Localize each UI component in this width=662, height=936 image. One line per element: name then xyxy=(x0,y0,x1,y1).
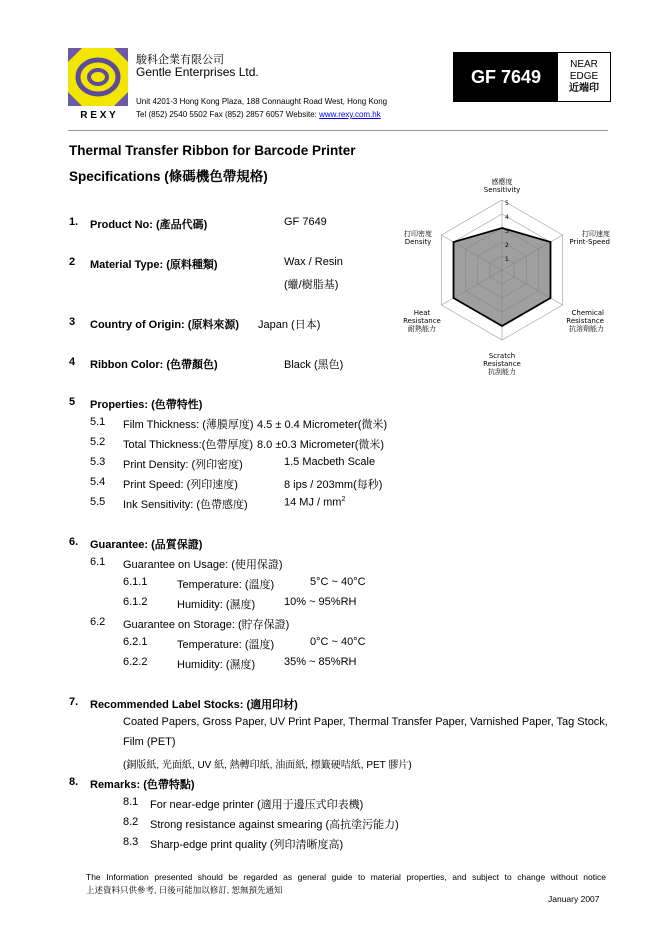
company-contact xyxy=(136,108,387,121)
spec-4-num: 4 xyxy=(69,356,76,368)
product-code: GF 7649 xyxy=(454,53,558,101)
radar-axis-label: 打印密度 xyxy=(404,230,432,238)
prop-5-5-label: Ink Sensitivity: (色帶感度) xyxy=(123,499,248,511)
prop-5-2-value: 8.0 ±0.3 Micrometer(微米) xyxy=(257,439,385,451)
radar-axis-label: 抗溶劑能力 xyxy=(569,325,604,333)
spec-1-label: Product No: (產品代碼) xyxy=(90,219,208,231)
property-radar-chart xyxy=(392,170,612,380)
spec-2-value-zh: (蠟/樹脂基) xyxy=(284,279,339,291)
header-divider xyxy=(68,130,608,131)
remark-8-2-text: Strong resistance against smearing (高抗塗污能力) xyxy=(150,819,399,831)
radar-value-polygon xyxy=(454,228,551,326)
g-6-1-label: Guarantee on Usage: (使用保證) xyxy=(123,559,283,571)
company-address: Unit 4201-3 Hong Kong Plaza, 188 Connaught Road West, Hong Kong xyxy=(136,97,388,106)
spec-5-label: Properties: (色帶特性) xyxy=(90,399,203,411)
radar-axis-label: 耐熱能力 xyxy=(408,325,436,333)
radar-axis-label: Resistance xyxy=(403,317,441,325)
prop-5-5-value xyxy=(284,496,345,509)
remark-8-1-text: For near-edge printer (適用于邊压式印表機) xyxy=(150,799,364,811)
radar-scale-tick: 1 xyxy=(505,256,509,263)
spec-3-num: 3 xyxy=(69,316,76,328)
prop-5-5-num: 5.5 xyxy=(90,496,106,508)
badge-line-1: NEAR xyxy=(570,59,598,70)
radar-axis-label: Sensitivity xyxy=(483,186,521,194)
radar-axis-label: 抗刮能力 xyxy=(488,368,516,376)
spec-4-label: Ribbon Color: (色帶顏色) xyxy=(90,359,218,371)
radar-scale-tick: 5 xyxy=(505,200,509,207)
spec-1-value: GF 7649 xyxy=(284,216,327,228)
label-stocks-line-2: Film (PET) xyxy=(123,736,176,748)
ink-sensitivity-text: 14 MJ / mm xyxy=(284,496,342,509)
prop-5-1-num: 5.1 xyxy=(90,416,106,428)
g-6-1-1-label: Temperature: (溫度) xyxy=(177,579,275,591)
document-title: Thermal Transfer Ribbon for Barcode Printer xyxy=(69,143,356,158)
prop-5-4-value: 8 ips / 203mm(每秒) xyxy=(284,479,383,491)
spec-3-label: Country of Origin: (原料來源) xyxy=(90,319,240,331)
badge-line-2: EDGE xyxy=(569,71,599,82)
remark-8-1-num: 8.1 xyxy=(123,796,139,808)
spec-5-num: 5 xyxy=(69,396,76,408)
spec-8-num: 8. xyxy=(69,776,79,788)
spec-8-label: Remarks: (色帶特點) xyxy=(90,779,195,791)
radar-axis-label: Print-Speed xyxy=(569,238,610,246)
spec-7-label: Recommended Label Stocks: (適用印材) xyxy=(90,699,298,711)
g-6-1-2-value: 10% ~ 95%RH xyxy=(284,596,357,608)
spec-1-num: 1. xyxy=(69,216,79,228)
radar-axis-label: Density xyxy=(404,238,432,246)
spec-2-label: Material Type: (原料種類) xyxy=(90,259,218,271)
prop-5-1-value: 4.5 ± 0.4 Micrometer(微米) xyxy=(257,419,388,431)
g-6-2-1-label: Temperature: (溫度) xyxy=(177,639,275,651)
remark-8-2-num: 8.2 xyxy=(123,816,139,828)
spec-2-num: 2 xyxy=(69,256,76,268)
company-name-zh: 駿科企業有限公司 xyxy=(136,54,224,66)
prop-5-1-label: Film Thickness: (薄膜厚度) xyxy=(123,419,254,431)
spec-3-value: Japan (日本) xyxy=(258,319,321,331)
spec-6-num: 6. xyxy=(69,536,79,548)
remark-8-3-text: Sharp-edge print quality (列印清晰度高) xyxy=(150,839,344,851)
radar-axis-label: Resistance xyxy=(566,317,604,325)
website-link[interactable]: www.rexy.com.hk xyxy=(319,110,381,119)
footer-disclaimer-en: The Information presented should be regarded as general guide to material properties, and subject to change without notice xyxy=(86,872,606,882)
footer-date: January 2007 xyxy=(548,894,600,904)
footer-disclaimer-zh: 上述資料只供參考, 日後可能加以修訂, 恕無預先通知 xyxy=(86,885,283,895)
g-6-1-num: 6.1 xyxy=(90,556,106,568)
g-6-2-1-num: 6.2.1 xyxy=(123,636,148,648)
g-6-1-1-num: 6.1.1 xyxy=(123,576,148,588)
prop-5-2-num: 5.2 xyxy=(90,436,106,448)
g-6-2-label: Guarantee on Storage: (貯存保證) xyxy=(123,619,290,631)
radar-scale-tick: 3 xyxy=(505,228,509,235)
prop-5-4-num: 5.4 xyxy=(90,476,106,488)
spec-4-value: Black (黑色) xyxy=(284,359,344,371)
spec-6-label: Guarantee: (品質保證) xyxy=(90,539,203,551)
prop-5-3-label: Print Density: (列印密度) xyxy=(123,459,243,471)
g-6-1-2-label: Humidity: (濕度) xyxy=(177,599,256,611)
document-subtitle: Specifications (條碼機色帶規格) xyxy=(69,169,268,184)
g-6-2-num: 6.2 xyxy=(90,616,106,628)
contact-text: Tel (852) 2540 5502 Fax (852) 2857 6057 Website: xyxy=(136,110,320,119)
g-6-2-1-value: 0°C ~ 40°C xyxy=(310,636,366,648)
prop-5-4-label: Print Speed: (列印速度) xyxy=(123,479,238,491)
label-stocks-line-1: Coated Papers, Gross Paper, UV Print Paper, Thermal Transfer Paper, Varnished Paper, Tag Stock, xyxy=(123,716,608,728)
near-edge-badge xyxy=(558,53,610,101)
g-6-1-1-value: 5°C ~ 40°C xyxy=(310,576,366,588)
company-name-en: Gentle Enterprises Ltd. xyxy=(136,65,259,79)
radar-scale-tick: 4 xyxy=(505,214,509,221)
prop-5-3-num: 5.3 xyxy=(90,456,106,468)
radar-axis-label: 感應度 xyxy=(491,178,513,186)
g-6-2-2-num: 6.2.2 xyxy=(123,656,148,668)
radar-axis-label: Resistance xyxy=(483,360,521,368)
prop-5-3-value: 1.5 Macbeth Scale xyxy=(284,456,376,468)
company-address-block xyxy=(136,95,387,121)
radar-axis-label: Heat xyxy=(413,309,431,317)
radar-axis-label: Scratch xyxy=(488,352,516,360)
label-stocks-zh: (銅版紙, 光面紙, UV 紙, 熱轉印紙, 油面紙, 標籤硬咭紙, PET 膠片) xyxy=(123,760,412,771)
ink-sensitivity-sup: 2 xyxy=(341,496,346,503)
g-6-2-2-value: 35% ~ 85%RH xyxy=(284,656,357,668)
radar-axis-label: Chemical xyxy=(571,309,604,317)
spec-7-num: 7. xyxy=(69,696,79,708)
g-6-1-2-num: 6.1.2 xyxy=(123,596,148,608)
remark-8-3-num: 8.3 xyxy=(123,836,139,848)
prop-5-2-label: Total Thickness:(色帶厚度) xyxy=(123,439,253,451)
rexy-logo xyxy=(68,48,128,120)
g-6-2-2-label: Humidity: (濕度) xyxy=(177,659,256,671)
radar-axis-label: 打印速度 xyxy=(582,230,610,238)
badge-line-3: 近端印 xyxy=(569,83,599,94)
product-code-box xyxy=(453,52,611,102)
radar-scale-tick: 2 xyxy=(505,242,509,249)
spec-2-value: Wax / Resin xyxy=(284,256,343,268)
logo-text: R E X Y xyxy=(80,110,116,120)
